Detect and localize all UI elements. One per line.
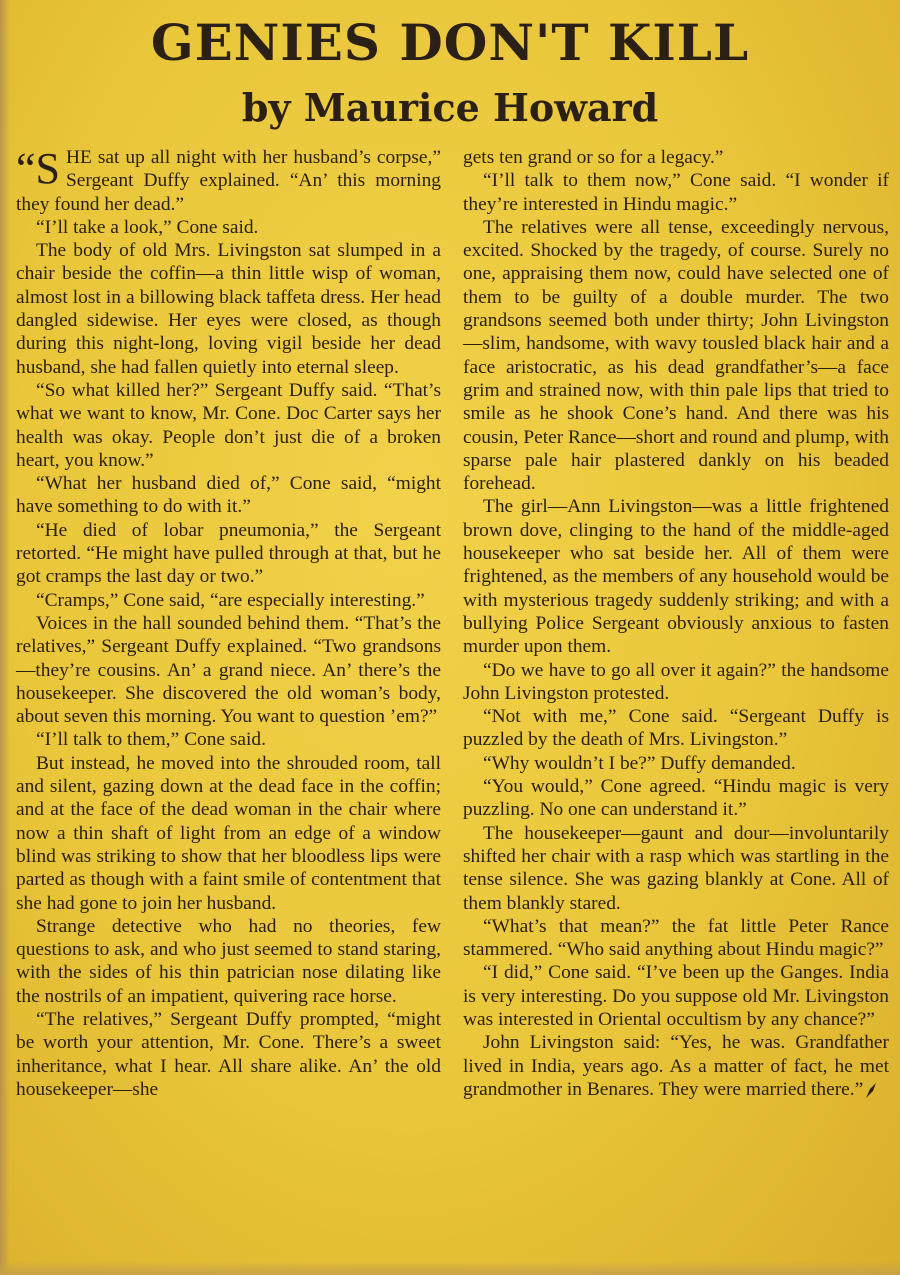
paragraph: Voices in the hall sounded behind them. “That’s the relatives,” Sergeant Duffy explained. “Two grandsons—they’re cousins. An’ a grand niece. An’ there’s the housekeeper. She discovered the old woman’s body, about seven this morning. You want to question ’em?” (16, 612, 441, 728)
page-bottom-shadow (0, 1261, 900, 1275)
drop-cap: “S (16, 144, 60, 193)
paragraph: The body of old Mrs. Livingston sat slumped in a chair beside the coffin—a thin little wisp of woman, almost lost in a billowing black taffeta dress. Her head dangled sidewise. Her eyes were closed, as though during this night-long, loving vigil beside her dead husband, she had fallen quietly into eternal sleep. (16, 240, 441, 378)
right-column (463, 146, 889, 1101)
paragraph-text: John Livingston said: “Yes, he was. Grandfather lived in India, years ago. As a matter of fact, he met grandmother in Benares. They were married there.” (463, 1032, 889, 1100)
paragraph: The relatives were all tense, exceedingly nervous, excited. Shocked by the tragedy, of course. Surely no one, appraising them now, could have selected one of them to be guilty of a double murder. The two grandsons seemed both under thirty; John Livingston—slim, handsome, with wavy tousled black hair and a face aristocratic, as his dead grandfather’s—a face grim and strained now, with thin pale lips that tried to smile as he shook Cone’s hand. And there was his cousin, Peter Rance—short and round and plump, with sparse pale hair plastered dankly on his beaded forehead. (463, 216, 889, 495)
paragraph: “Why wouldn’t I be?” Duffy demanded. (483, 752, 796, 774)
story-byline: by Maurice Howard (241, 85, 659, 130)
paragraph: The housekeeper—gaunt and dour—involuntarily shifted her chair with a rasp which was startling in the tense silence. She was gazing blankly at Cone. All of them blankly stared. (463, 822, 889, 914)
paragraph: Strange detective who had no theories, few questions to ask, and who just seemed to stand staring, with the sides of his thin patrician nose dilating like the nostrils of an impatient, quivering race horse. (16, 915, 441, 1007)
paragraph-text: HE sat up all night with her husband’s corpse,” Sergeant Duffy explained. “An’ this morning they found her dead.” (16, 147, 441, 215)
paragraph: “So what killed her?” Sergeant Duffy said. “That’s what we want to know, Mr. Cone. Doc Carter says her health was okay. People don’t just die of a broken heart, you know.” (16, 379, 441, 471)
paragraph: “What her husband died of,” Cone said, “might have something to do with it.” (16, 473, 441, 518)
paragraph: The girl—Ann Livingston—was a little frightened brown dove, clinging to the hand of the middle-aged housekeeper who sat beside her. All of them were frightened, as the members of any household would be with mysterious tragedy suddenly striking; and with a bullying Police Sergeant obviously anxious to fasten murder upon them. (463, 496, 889, 658)
paragraph: “He died of lobar pneumonia,” the Sergeant retorted. “He might have pulled through at that, but he got cramps the last day or two.” (16, 519, 441, 588)
paragraph (463, 1031, 889, 1101)
paragraph: But instead, he moved into the shrouded room, tall and silent, gazing down at the dead face in the coffin; and at the face of the dead woman in the chair where now a thin shaft of light from an edge of a window blind was striking to show that her bloodless lips were parted as though with a faint smile of contentment that she had gone to join her husband. (16, 752, 441, 914)
paragraph: “Cramps,” Cone said, “are especially interesting.” (36, 589, 425, 611)
paragraph: “Not with me,” Cone said. “Sergeant Duffy is puzzled by the death of Mrs. Livingston.” (463, 706, 889, 751)
paragraph: “I did,” Cone said. “I’ve been up the Ganges. India is very interesting. Do you suppose old Mr. Livingston was interested in Oriental occultism by any chance?” (463, 962, 889, 1030)
paragraph: gets ten grand or so for a legacy.” (463, 147, 724, 168)
paragraph: “The relatives,” Sergeant Duffy prompted, “might be worth your attention, Mr. Cone. There’s a sweet inheritance, what I hear. All share alike. An’ the old housekeeper—she (16, 1008, 441, 1100)
paragraph: “I’ll talk to them now,” Cone said. “I wonder if they’re interested in Hindu magic.” (463, 170, 889, 215)
paragraph: “You would,” Cone agreed. “Hindu magic is very puzzling. No one can understand it.” (463, 776, 889, 821)
left-column (16, 146, 441, 1101)
continued-arrow-icon (865, 1081, 877, 1099)
paragraph: “What’s that mean?” the fat little Peter Rance stammered. “Who said anything about Hindu magic?” (463, 915, 889, 961)
paragraph (16, 146, 441, 216)
paragraph: “I’ll take a look,” Cone said. (36, 216, 259, 238)
page-edge-shadow (0, 0, 10, 1275)
story-title: GENIES DON'T KILL (150, 13, 750, 72)
paragraph: “Do we have to go all over it again?” the handsome John Livingston protested. (463, 659, 889, 704)
paragraph: “I’ll talk to them,” Cone said. (36, 729, 266, 751)
